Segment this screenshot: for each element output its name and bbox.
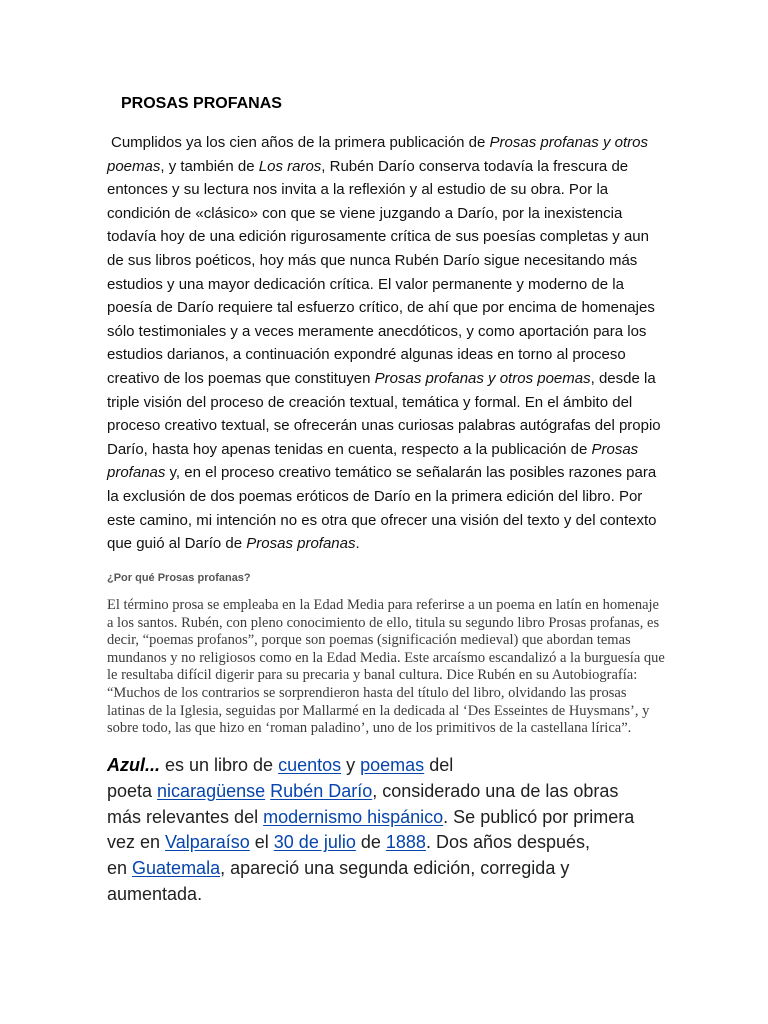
section-heading: ¿Por qué Prosas profanas?: [107, 572, 251, 584]
link-nicaraguense[interactable]: nicaragüense: [157, 780, 266, 801]
text-segment: y, en el proceso creativo temático se señalarán las posibles razones para: [165, 464, 657, 482]
text-segment: el: [249, 832, 274, 853]
text-segment: Cumplidos ya los cien años de la primera publicación de: [111, 134, 490, 151]
text-segment: de sus libros poéticos, hoy más que nunca Rubén Darío sigue necesitando más: [107, 251, 638, 269]
text-line: [107, 532, 661, 556]
text-segment: estudios darianos, a continuación expondré algunas ideas en torno al proceso: [107, 346, 626, 364]
text-segment: más relevantes del: [107, 806, 264, 827]
text-line: latinas de la Iglesia, seguidas por Mallarmé en la dedicada al ‘Des Esseintes de Huysmans’, y: [107, 702, 650, 719]
text-line: [107, 202, 661, 226]
text-line: [107, 414, 661, 438]
book-title: Los raros: [258, 157, 322, 175]
book-title: Prosas: [591, 440, 639, 458]
quote-paragraph: [107, 597, 665, 738]
text-segment: condición de «clásico» con que se viene juzgando a Darío, por la inexistencia: [107, 204, 623, 222]
text-line: [107, 391, 661, 415]
text-line: sobre todo, las que hizo en ‘roman paladino’, uno de los primitivos de la castellana lírica”.: [107, 720, 632, 737]
text-line: [107, 805, 634, 831]
text-segment: la exclusión de dos poemas eróticos de Darío en la primera edición del libro. Por: [107, 487, 643, 505]
link-guatemala[interactable]: Guatemala: [132, 858, 221, 879]
text-segment: aumentada.: [107, 883, 203, 904]
text-line: [107, 856, 634, 882]
text-segment: , y también de: [160, 157, 259, 175]
text-line: El término prosa se empleaba en la Edad Media para referirse a un poema en latín en homenaje: [107, 597, 659, 613]
text-line: [107, 882, 634, 908]
text-line: [107, 320, 661, 344]
text-line: [107, 225, 661, 249]
text-line: “Muchos de los contrarios se sorprendieron hasta del título del libro, olvidando las prosas: [107, 684, 627, 701]
text-segment: del: [424, 755, 454, 775]
text-line: [107, 296, 661, 320]
text-segment: Darío, hasta hoy apenas tenidas en cuenta, respecto a la publicación de: [107, 440, 592, 458]
text-line: [107, 509, 661, 533]
text-segment: . Se publicó por primera: [443, 806, 635, 827]
text-line: le resultaba difícil digerir para su precaria y banal cultura. Dice Rubén en su Autobiografía:: [107, 667, 638, 684]
link-poemas[interactable]: poemas: [360, 755, 425, 775]
link-cuentos[interactable]: cuentos: [278, 755, 342, 775]
text-line: [107, 131, 661, 155]
text-line: decir, “poemas profanos”, porque son poemas (significación medieval) que abordan temas: [107, 632, 631, 649]
text-segment: de: [355, 832, 386, 853]
text-segment: sólo testimoniales y a veces meramente anecdóticos, y como aportación para los: [107, 322, 647, 340]
text-line: [107, 830, 634, 856]
text-line: a los santos. Rubén, con pleno conocimiento de ello, titula su segundo libro Prosas profanas, es: [107, 614, 660, 631]
text-segment: , Rubén Darío conserva todavía la frescura de: [321, 157, 629, 175]
text-segment: es un libro de: [160, 755, 279, 775]
text-line: [107, 249, 661, 273]
text-segment: .: [355, 535, 360, 553]
text-segment: entonces y su lectura nos invita a la reflexión y al estudio de su obra. Por la: [107, 181, 609, 199]
text-line: [107, 438, 661, 462]
text-segment: en: [107, 858, 133, 879]
link-valparaiso[interactable]: Valparaíso: [165, 832, 250, 853]
text-segment: y: [341, 755, 361, 775]
intro-paragraph: [107, 131, 661, 556]
link-date[interactable]: 30 de julio: [273, 832, 356, 853]
text-segment: vez en: [107, 832, 166, 853]
text-line: [107, 178, 661, 202]
text-segment: , apareció una segunda edición, corregida y: [220, 858, 570, 879]
text-line: mundanos y no religiosos como en la Edad Media. Este arcaísmo escandalizó a la burguesía que: [107, 649, 665, 666]
text-line: [107, 779, 634, 805]
book-title-bold: Azul...: [107, 755, 160, 775]
text-line: [107, 485, 661, 509]
text-segment: proceso creativo textual, se ofrecerán unas curiosas palabras autógrafas del propio: [107, 417, 661, 435]
text-segment: que guió al Darío de: [107, 535, 247, 553]
text-segment: poesía de Darío requiere tal esfuerzo crítico, de ahí que por encima de homenajes: [107, 299, 655, 317]
text-line: [107, 367, 661, 391]
text-line: [107, 343, 661, 367]
text-line: [107, 753, 634, 779]
book-title: profanas: [107, 464, 166, 482]
text-segment: , considerado una de las obras: [372, 780, 619, 801]
link-ruben-dario[interactable]: Rubén Darío: [270, 780, 373, 801]
text-segment: . Dos años después,: [425, 832, 591, 853]
azul-paragraph: [107, 753, 634, 908]
text-segment: poeta: [107, 780, 158, 801]
text-line: [107, 273, 661, 297]
text-segment: todavía hoy de una edición rigurosamente crítica de sus poesías completas y aun: [107, 228, 649, 246]
text-segment: estudios y una mayor dedicación crítica. El valor permanente y moderno de la: [107, 275, 624, 293]
text-segment: creativo de los poemas que constituyen: [107, 369, 375, 387]
text-line: [107, 461, 661, 485]
text-segment: , desde la: [590, 369, 656, 387]
page-title: PROSAS PROFANAS: [121, 95, 282, 112]
link-modernismo[interactable]: modernismo hispánico: [263, 806, 444, 827]
book-title: poemas: [107, 157, 161, 175]
text-line: [107, 155, 661, 179]
book-title: Prosas profanas y otros: [489, 134, 648, 151]
link-year[interactable]: 1888: [385, 832, 426, 853]
book-title: Prosas profanas y otros poemas: [374, 369, 591, 387]
text-segment: triple visión del proceso de creación textual, temática y formal. En el ámbito del: [107, 393, 633, 411]
book-title: Prosas profanas: [246, 535, 356, 553]
text-segment: este camino, mi intención no es otra que ofrecer una visión del texto y del contexto: [107, 511, 657, 529]
